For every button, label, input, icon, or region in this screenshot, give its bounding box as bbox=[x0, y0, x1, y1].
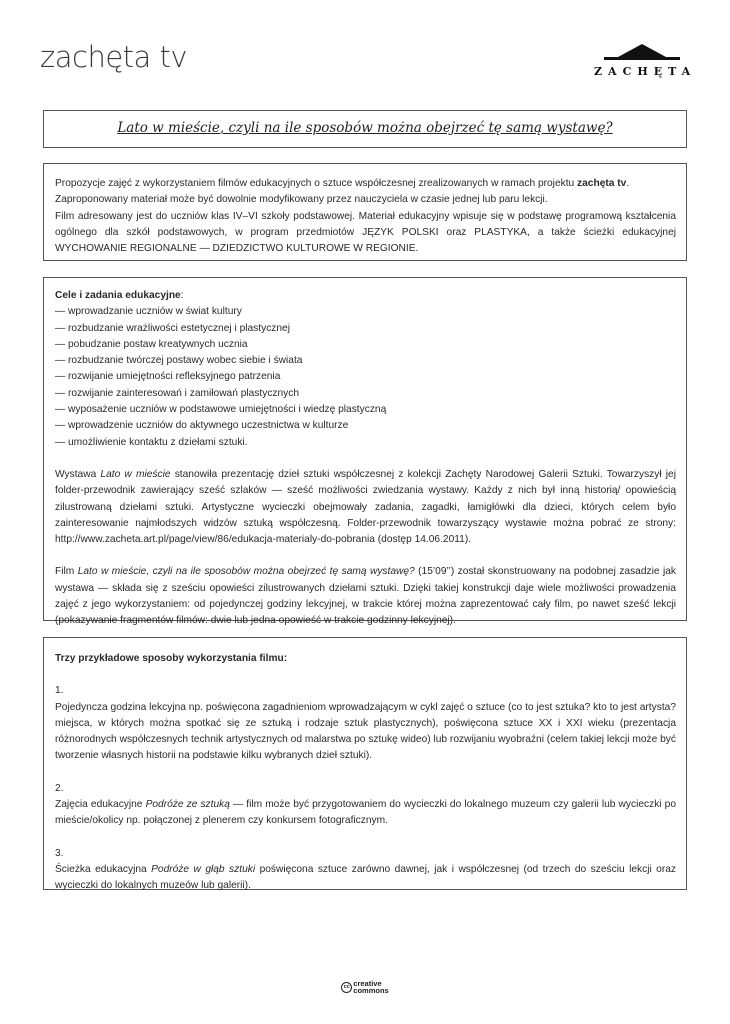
title-italic: Lato w mieście bbox=[117, 120, 220, 136]
intro-p2: Zaproponowany materiał może być dowolnie modyfikowany przez nauczyciela w czasie jednej lub paru lekcji. bbox=[55, 194, 548, 206]
use-1-text: Pojedyncza godzina lekcyjna np. poświęcona zagadnieniom wprowadzającym w cykl zajęć o sztuce (co to jest sztuka? kto to jest artysta? miejsca, w których można spotkać się ze sztuką i rodzaje sztuk plastycznych), poświęcona sztuce XX i XXI wieku (prezentacja różnorodnych współczesnych technik artystycznych od malarstwa po sztukę wideo) lub rozwijaniu wyobraźni (celem takiej lekcji może być tworzenie własnych historii na podstawie kilku wybranych dzieł sztuki). bbox=[55, 701, 676, 762]
list-item: — rozwijanie zainteresowań i zamiłowań plastycznych bbox=[55, 387, 300, 399]
list-item: — wprowadzanie uczniów w świat kultury bbox=[55, 306, 242, 318]
use-3-number: 3. bbox=[55, 847, 64, 859]
goals-box bbox=[43, 277, 687, 627]
creative-commons-badge bbox=[0, 980, 730, 994]
list-item: — wyposażenie uczniów w podstawowe umiejętności i wiedzę plastyczną bbox=[55, 404, 387, 416]
intro-p3: Film adresowany jest do uczniów klas IV–VI szkoły podstawowej. Materiał edukacyjny wpisuje się w podstawę programową kształcenia ogólnego dla szkół podstawowych, w program przedmiotów JĘZYK POLSKI oraz PLASTYKA, a także ścieżki edukacyjnej WYCHOWANIE REGIONALNE — DZIEDZICTWO KULTUROWE W REGIONIE. bbox=[55, 210, 676, 255]
list-item: — wprowadzenie uczniów do aktywnego uczestnictwa w kulturze bbox=[55, 420, 349, 432]
brand-title: zachęta tv bbox=[40, 40, 188, 74]
list-item: — rozbudzanie twórczej postawy wobec siebie i świata bbox=[55, 355, 303, 367]
list-item: — rozwijanie umiejętności refleksyjnego patrzenia bbox=[55, 371, 281, 383]
goals-heading: Cele i zadania edukacyjne: bbox=[55, 290, 184, 301]
document-title bbox=[44, 120, 686, 136]
use-2-number: 2. bbox=[55, 782, 64, 794]
exhibition-paragraph: Wystawa Lato w mieście stanowiła prezentację dzieł sztuki współczesnej z kolekcji Zachęty Narodowej Galerii Sztuki. Towarzyszył jej folder-przewodnik zawierający sześć szlaków — sześć możliwości zwiedzania wystawy. Każdy z nich był inną historią/ opowieścią zilustrowaną dziełami sztuki. Artystyczne wycieczki obejmowały zadania, zagadki, łamigłówki dla dzieci, których celem było zainteresowanie najmłodszych widzów sztuką współczesną. Folder-przewodnik towarzyszący wystawie można pobrać ze strony: http://www.zacheta.art.pl/page/view/86/edukacja-materialy-do-pobrania (dostęp 14.06.2011). bbox=[55, 468, 676, 546]
title-rest: , czyli na ile sposobów można obejrzeć tę samą wystawę? bbox=[219, 120, 613, 136]
use-3-text: Ścieżka edukacyjna Podróże w głąb sztuki poświęcona sztuce zarówno dawnej, jak i współczesnej (od trzech do sześciu lekcji oraz wycieczki do lokalnych muzeów lub galerii). bbox=[55, 863, 676, 892]
title-box bbox=[43, 110, 687, 148]
project-name: zachęta tv bbox=[577, 178, 627, 189]
cc-line1: creative bbox=[353, 979, 382, 988]
zacheta-logo bbox=[594, 43, 697, 81]
list-item: — pobudzanie postaw kreatywnych ucznia bbox=[55, 338, 248, 350]
uses-box bbox=[43, 637, 687, 890]
uses-heading: Trzy przykładowe sposoby wykorzystania filmu: bbox=[55, 653, 288, 664]
intro-box bbox=[43, 163, 687, 261]
cc-line2: commons bbox=[353, 986, 389, 995]
logo-roof-icon bbox=[594, 43, 690, 63]
cc-icon: cc bbox=[341, 982, 352, 993]
film-paragraph: Film Lato w mieście, czyli na ile sposobów można obejrzeć tę samą wystawę? (15’09’’) został skonstruowany na podobnej zasadzie jak wystawa — składa się z sześciu opowieści zilustrowanych dziełami sztuki. Dzięki takiej konstrukcji daje wiele możliwości prowadzenia zajęć z jego wykorzystaniem: od pojedynczej godziny lekcyjnej, w trakcie której można zaprezentować cały film, po nawet sześć lekcji (pokazywanie fragmentów filmów: dwie lub jedna opowieść w trakcie godzinny lekcyjnej). bbox=[55, 566, 676, 627]
list-item: — umożliwienie kontaktu z dziełami sztuki. bbox=[55, 436, 248, 448]
intro-p1: Propozycje zajęć z wykorzystaniem filmów edukacyjnych o sztuce współczesnej zrealizowanych w ramach projektu zachęta tv. bbox=[55, 178, 630, 189]
use-2-text: Zajęcia edukacyjne Podróże ze sztuką — film może być przygotowaniem do wycieczki do lokalnego muzeum czy galerii lub wycieczki po mieście/okolicy np. połączonej z plenerem czy konkursem fotograficznym. bbox=[55, 799, 676, 827]
list-item: — rozbudzanie wrażliwości estetycznej i plastycznej bbox=[55, 322, 290, 334]
logo-text: ZACHĘTA bbox=[594, 65, 697, 78]
goals-list bbox=[55, 304, 676, 451]
use-1-number: 1. bbox=[55, 685, 64, 697]
